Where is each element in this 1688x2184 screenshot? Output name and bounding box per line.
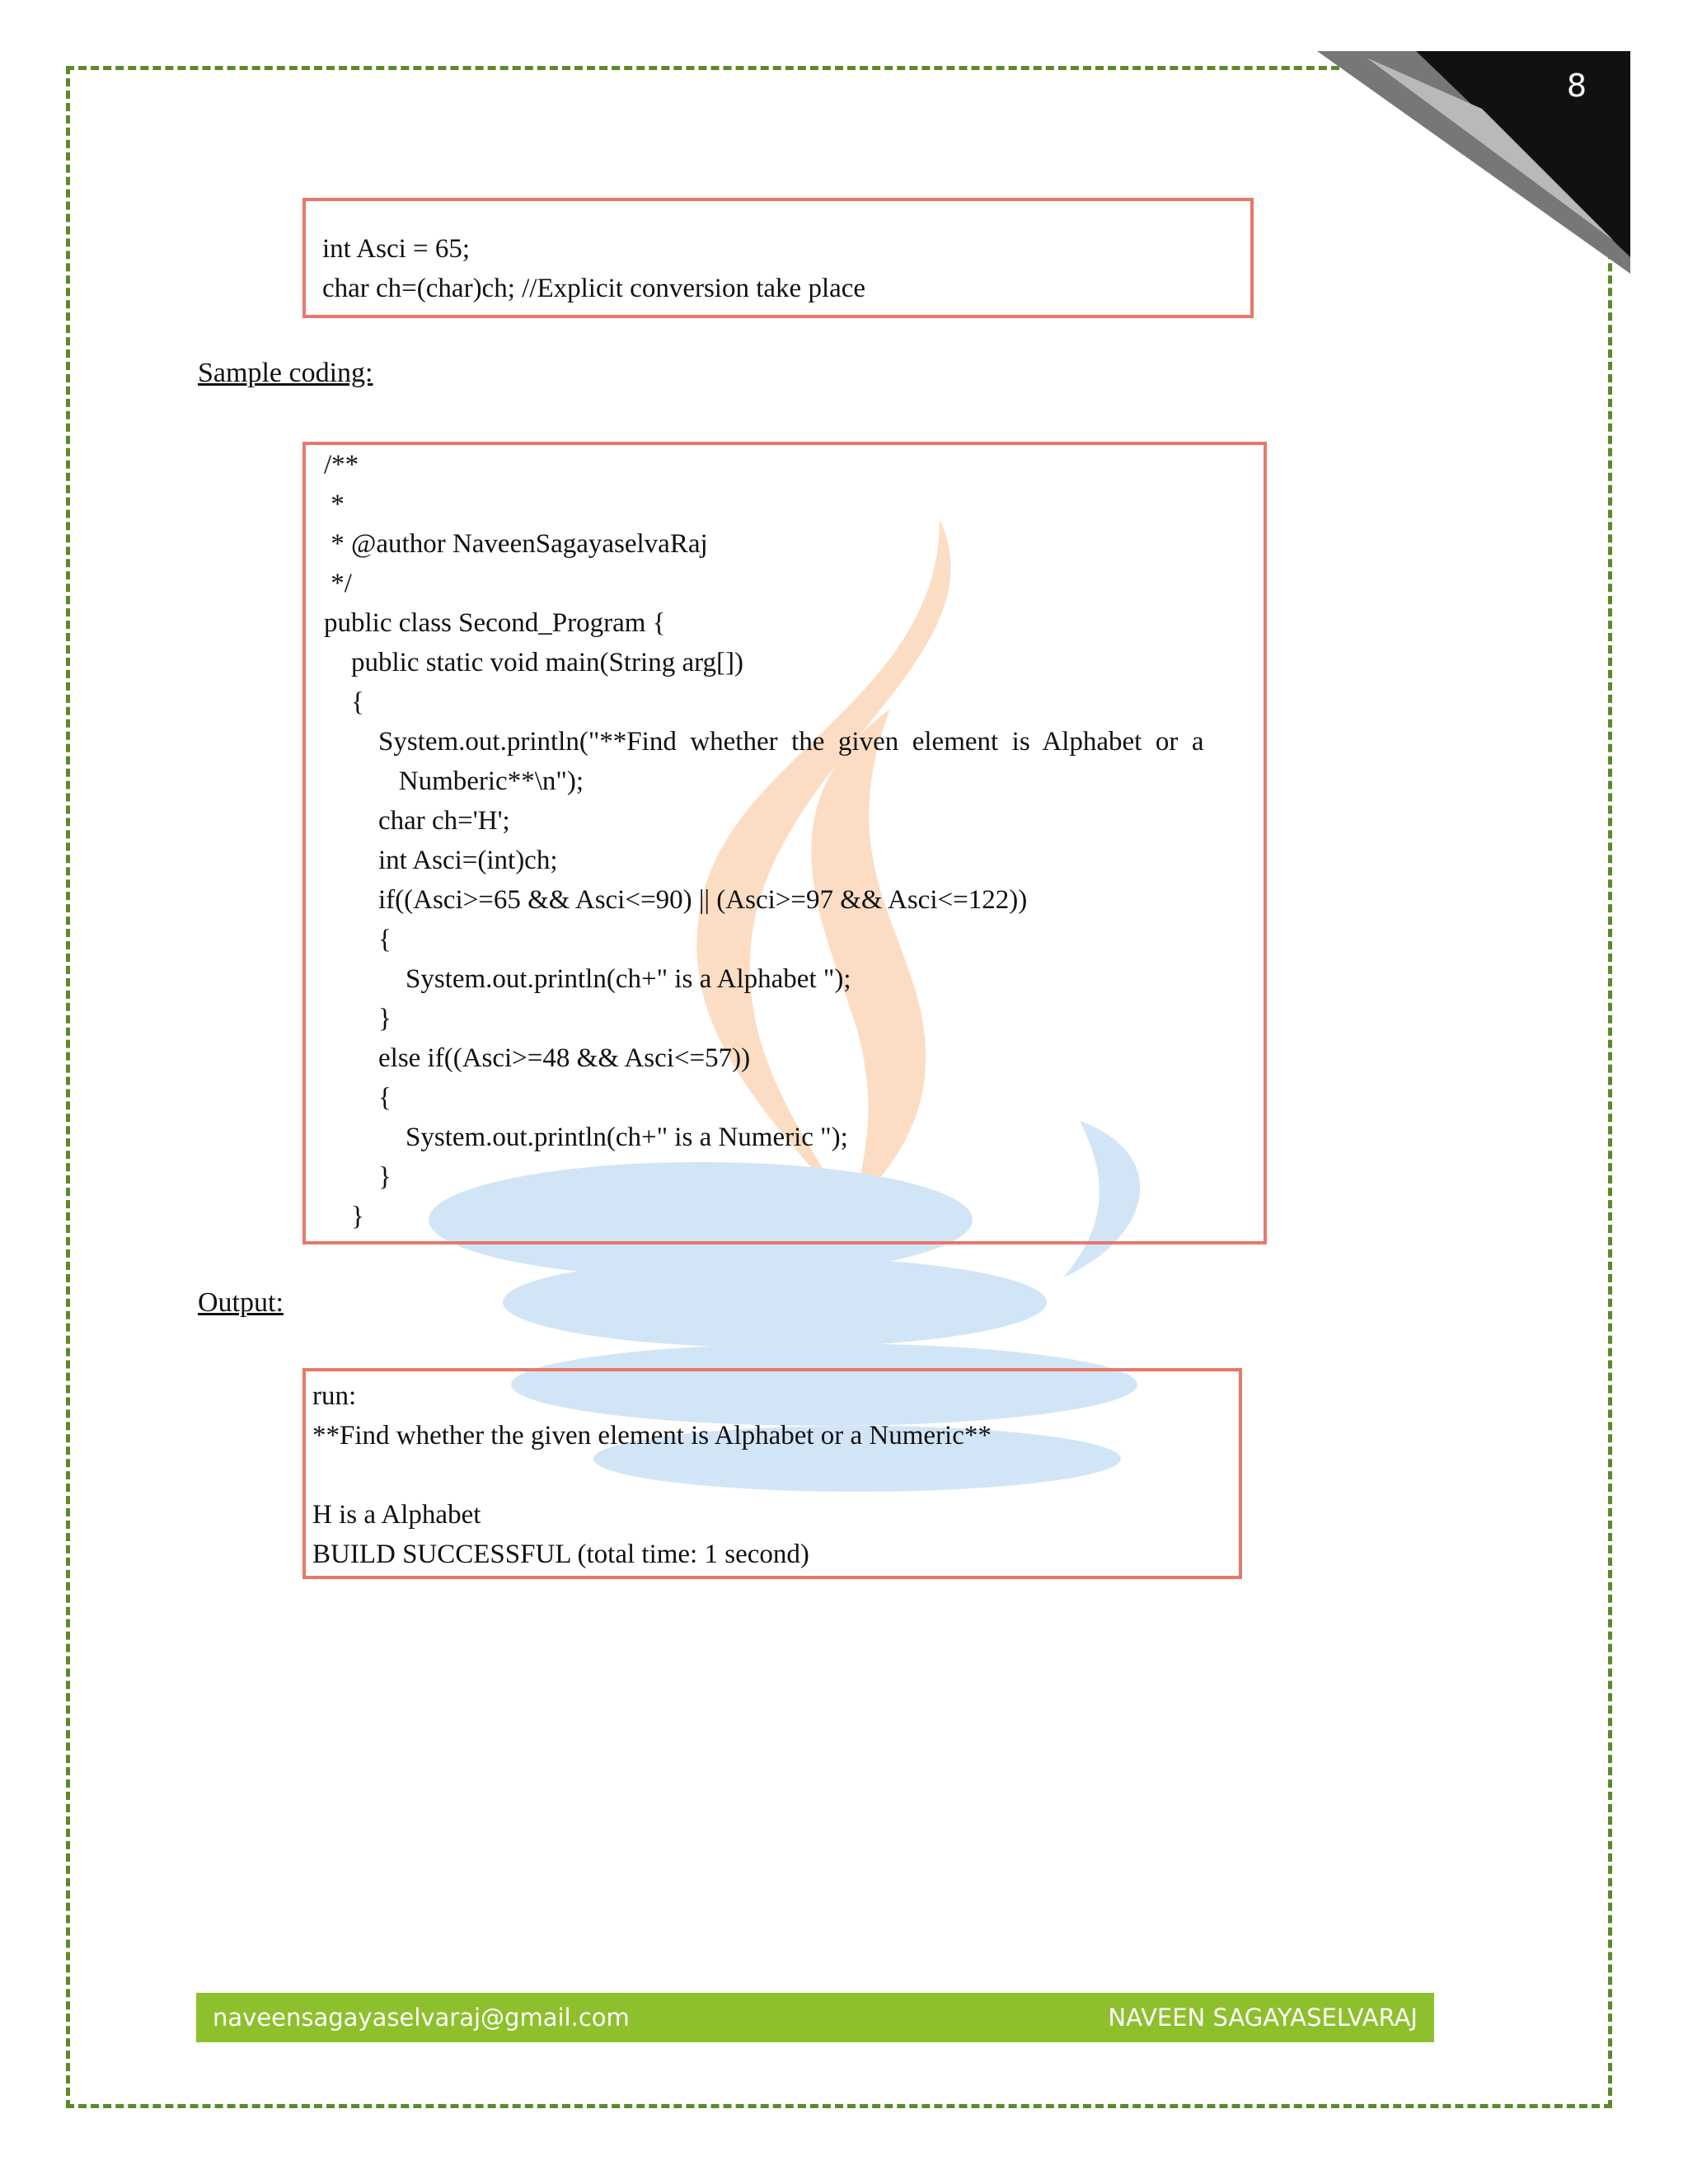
code-line: * [324,490,345,519]
output-line: H is a Alphabet [312,1500,481,1530]
code-line: if((Asci>=65 && Asci<=90) || (Asci>=97 && Asci<=122)) [324,885,1028,915]
code-line: char ch='H'; [324,806,510,836]
code-line: * @author NaveenSagayaselvaRaj [324,529,708,559]
code-line: } [324,1202,364,1231]
code-line: } [324,1162,392,1192]
code-line: System.out.println(ch+" is a Alphabet "); [324,964,851,994]
code-line: } [324,1004,392,1033]
code-line: public static void main(String arg[]) [324,648,743,677]
sample-code-box [302,442,1267,1244]
code-line: System.out.println(ch+" is a Numeric "); [324,1122,848,1152]
output-line: **Find whether the given element is Alphabet or a Numeric** [312,1421,992,1451]
code-line: { [324,925,392,954]
page-number: 8 [1566,68,1587,104]
output-line: BUILD SUCCESSFUL (total time: 1 second) [312,1540,809,1569]
output-line [312,1455,992,1495]
output-line: run: [312,1381,357,1411]
output-heading: Output: [198,1287,284,1318]
footer-email[interactable]: naveensagayaselvaraj@gmail.com [213,2004,630,2032]
output-box [302,1368,1242,1579]
code-line: int Asci = 65; [322,234,471,264]
code-line: else if((Asci>=48 && Asci<=57)) [324,1043,751,1073]
code-line: { [324,687,364,717]
footer-author: NAVEEN SAGAYASELVARAJ [1108,2004,1418,2032]
code-line: /** [324,450,359,480]
code-line: */ [324,569,352,598]
code-line: Numberic**\n"); [324,766,584,796]
code-line: int Asci=(int)ch; [324,846,558,875]
code-line: public class Second_Program { [324,608,666,638]
code-line: System.out.println("**Find whether the given element is Alphabet or a [324,727,1204,757]
code-line: { [324,1083,392,1113]
code-line: char ch=(char)ch; //Explicit conversion take place [322,274,866,303]
footer-bar [196,1993,1434,2042]
sample-coding-heading: Sample coding: [198,358,373,388]
top-code-box [302,198,1254,318]
